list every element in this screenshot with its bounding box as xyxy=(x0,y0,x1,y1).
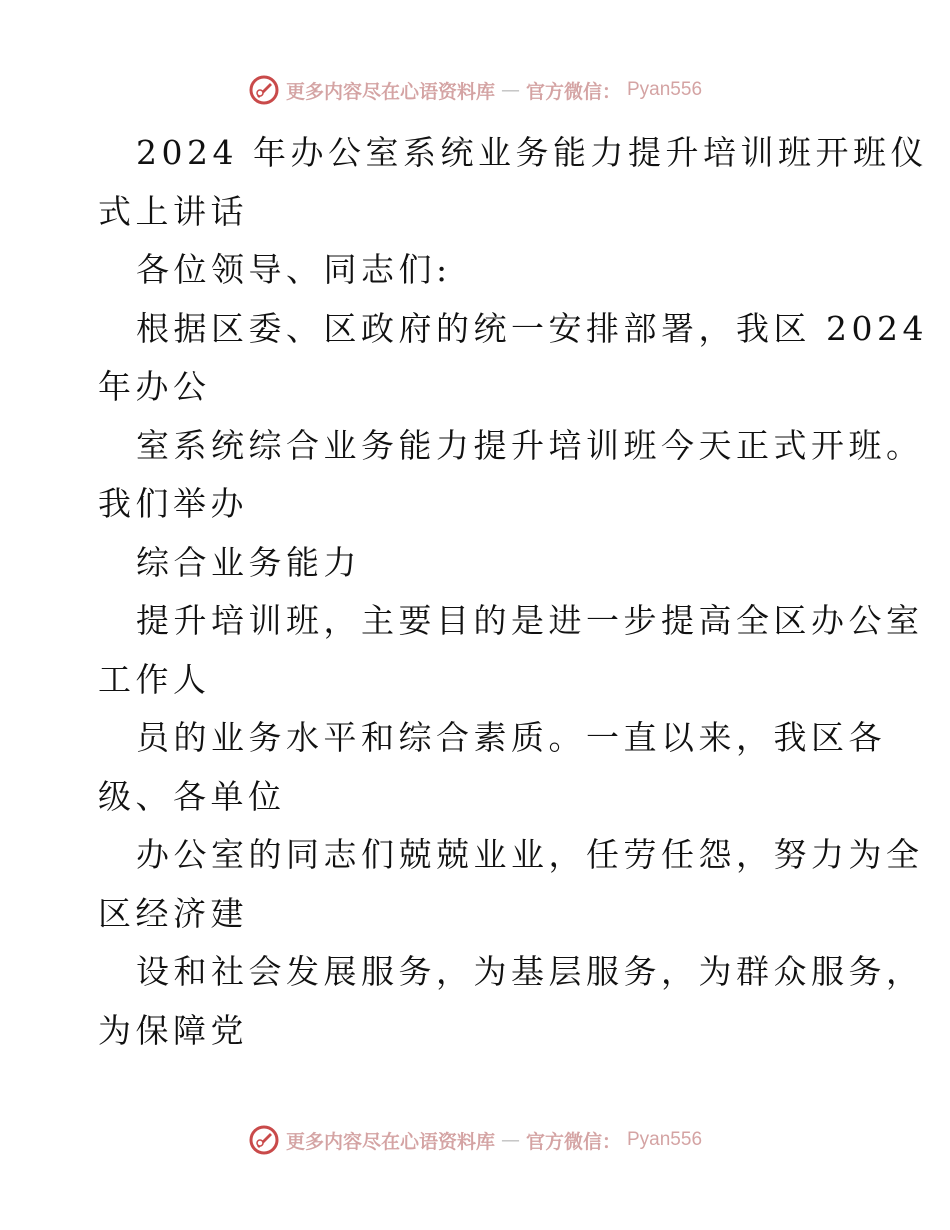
watermark-id: Pyan556 xyxy=(627,79,703,100)
quill-logo-icon xyxy=(248,1124,280,1156)
doc-line: 工作人 xyxy=(98,659,211,699)
quill-logo-icon xyxy=(248,74,280,106)
doc-line: 根据区委、区政府的统一安排部署，我区 2024 xyxy=(136,308,928,348)
doc-line: 员的业务水平和综合素质。一直以来，我区各 xyxy=(136,718,886,757)
doc-line: 办公室的同志们兢兢业业，任劳任怨，努力为全 xyxy=(136,835,924,874)
doc-line: 级、各单位 xyxy=(98,776,286,816)
doc-line: 我们举办 xyxy=(98,484,248,523)
doc-line: 2024 年办公室系统业务能力提升培训班开班仪 xyxy=(136,133,928,172)
watermark-separator: — xyxy=(500,79,520,101)
doc-line: 提升培训班，主要目的是进一步提高全区办公室 xyxy=(136,601,924,640)
doc-line: 室系统综合业务能力提升培训班今天正式开班。 xyxy=(136,425,924,465)
doc-line: 综合业务能力 xyxy=(136,542,361,582)
footer-watermark xyxy=(0,1122,950,1158)
watermark-label: 官方微信： xyxy=(525,80,621,103)
watermark-label: 官方微信： xyxy=(525,1130,621,1153)
document-body xyxy=(98,124,928,1060)
watermark-main-text: 更多内容尽在心语资料库 xyxy=(285,80,495,103)
doc-line: 式上讲话 xyxy=(98,191,248,231)
doc-line: 设和社会发展服务，为基层服务，为群众服务， xyxy=(136,952,924,991)
doc-line: 为保障党 xyxy=(98,1010,248,1050)
doc-line: 各位领导、同志们: xyxy=(136,250,452,289)
doc-line: 区经济建 xyxy=(98,893,248,933)
doc-line: 年办公 xyxy=(98,367,211,406)
watermark-id: Pyan556 xyxy=(627,1129,703,1150)
header-watermark xyxy=(0,72,950,108)
watermark-main-text: 更多内容尽在心语资料库 xyxy=(285,1130,495,1153)
watermark-separator: — xyxy=(500,1129,520,1151)
